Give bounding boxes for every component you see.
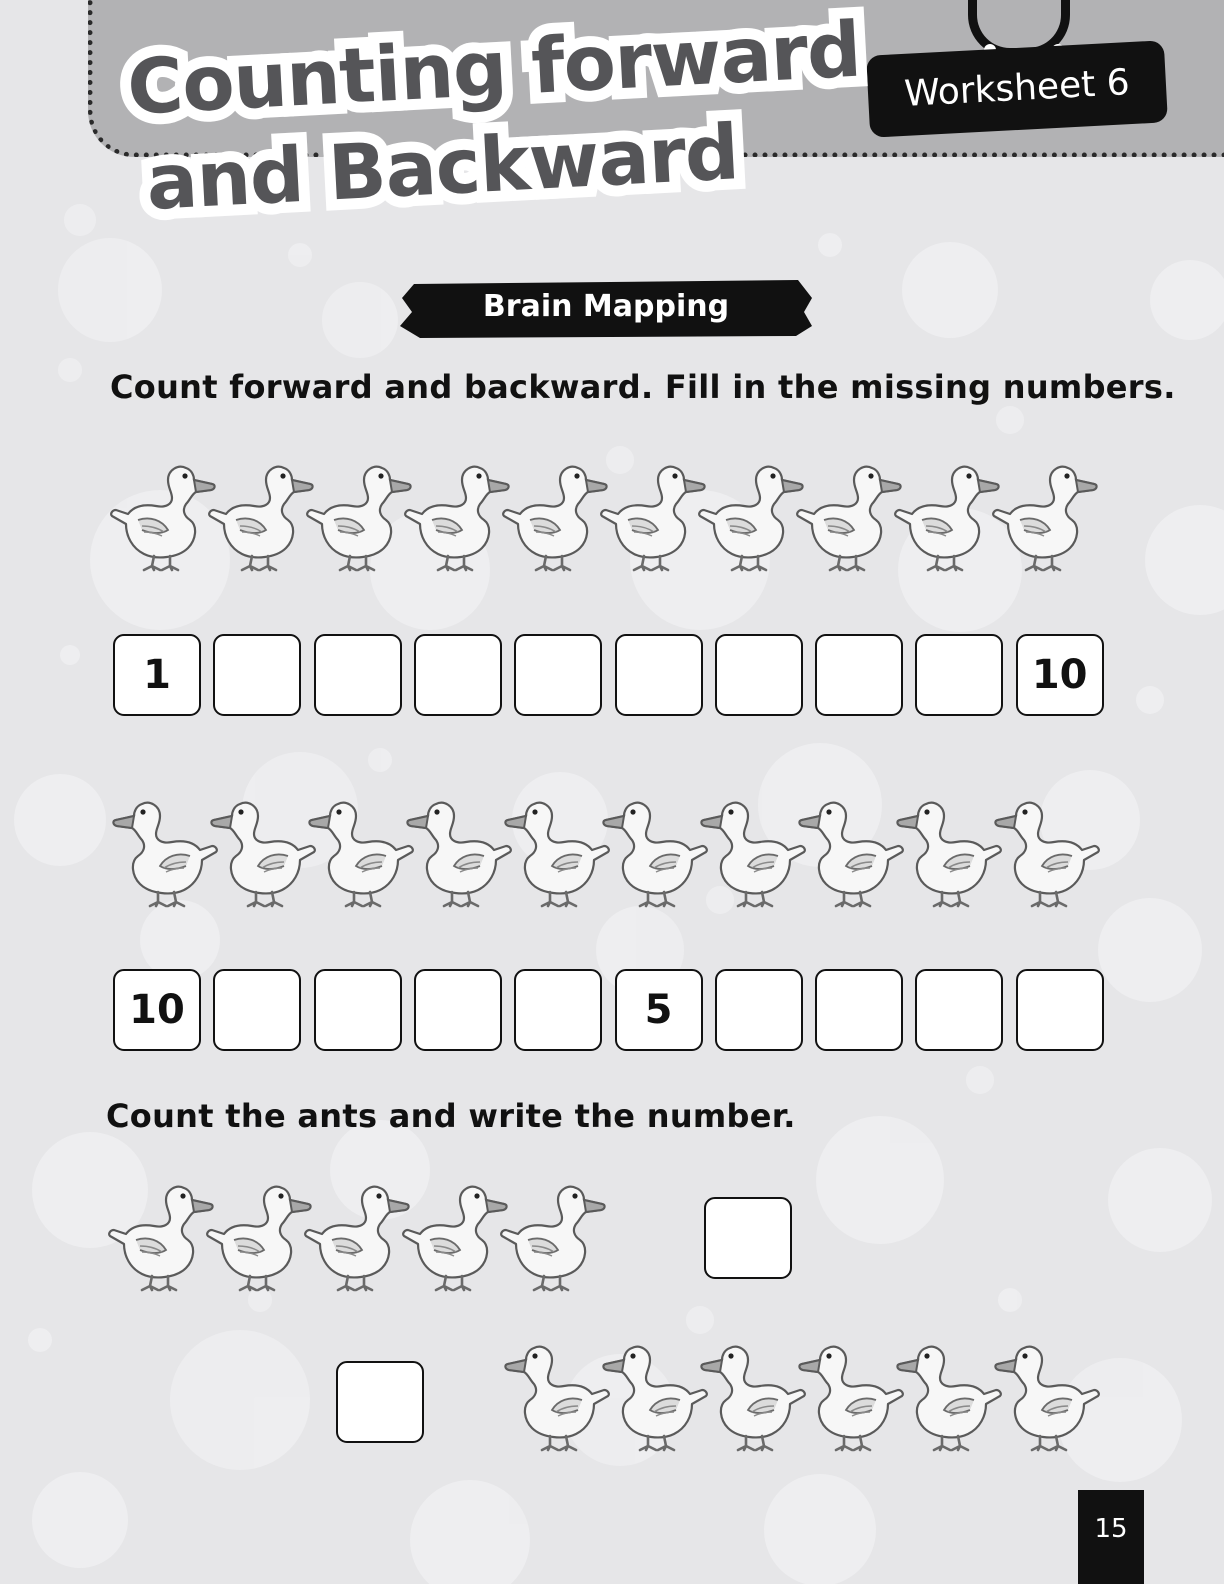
number-box-blank[interactable] xyxy=(915,969,1003,1051)
number-box-given: 5 xyxy=(615,969,703,1051)
duck-icon xyxy=(496,1180,612,1296)
title-line-1: Counting forward xyxy=(125,4,863,132)
page-title xyxy=(125,2,868,232)
number-box-blank[interactable] xyxy=(815,634,903,716)
answer-box-2[interactable] xyxy=(336,1361,424,1443)
duck-row-backward xyxy=(106,796,1106,912)
page-number: 15 xyxy=(1078,1490,1144,1584)
number-row-backward xyxy=(113,969,1105,1051)
duck-icon xyxy=(988,1340,1104,1456)
duck-icon xyxy=(988,460,1104,576)
number-box-blank[interactable] xyxy=(815,969,903,1051)
duck-count-row-1 xyxy=(104,1180,614,1296)
number-box-blank[interactable] xyxy=(514,634,602,716)
duck-icon xyxy=(988,796,1104,912)
answer-box-1[interactable] xyxy=(704,1197,792,1279)
number-box-blank[interactable] xyxy=(213,969,301,1051)
number-box-blank[interactable] xyxy=(414,634,502,716)
instruction-counting: Count the ants and write the number. xyxy=(106,1097,796,1135)
number-box-blank[interactable] xyxy=(715,969,803,1051)
title-line-2: and Backward xyxy=(144,107,741,228)
number-box-given: 10 xyxy=(1016,634,1104,716)
number-box-given: 10 xyxy=(113,969,201,1051)
number-row-forward xyxy=(113,634,1105,716)
duck-row-forward xyxy=(106,460,1106,576)
number-box-blank[interactable] xyxy=(414,969,502,1051)
number-box-blank[interactable] xyxy=(1016,969,1104,1051)
number-box-blank[interactable] xyxy=(314,634,402,716)
section-label: Brain Mapping xyxy=(482,289,730,324)
number-box-blank[interactable] xyxy=(715,634,803,716)
number-box-blank[interactable] xyxy=(615,634,703,716)
section-banner xyxy=(400,276,812,338)
worksheet-tag: Worksheet 6 xyxy=(866,40,1168,137)
duck-count-row-2 xyxy=(498,1340,1106,1456)
number-box-blank[interactable] xyxy=(915,634,1003,716)
number-box-given: 1 xyxy=(113,634,201,716)
number-box-blank[interactable] xyxy=(213,634,301,716)
number-box-blank[interactable] xyxy=(314,969,402,1051)
number-box-blank[interactable] xyxy=(514,969,602,1051)
instruction-sequence: Count forward and backward. Fill in the missing numbers. xyxy=(110,368,1176,406)
